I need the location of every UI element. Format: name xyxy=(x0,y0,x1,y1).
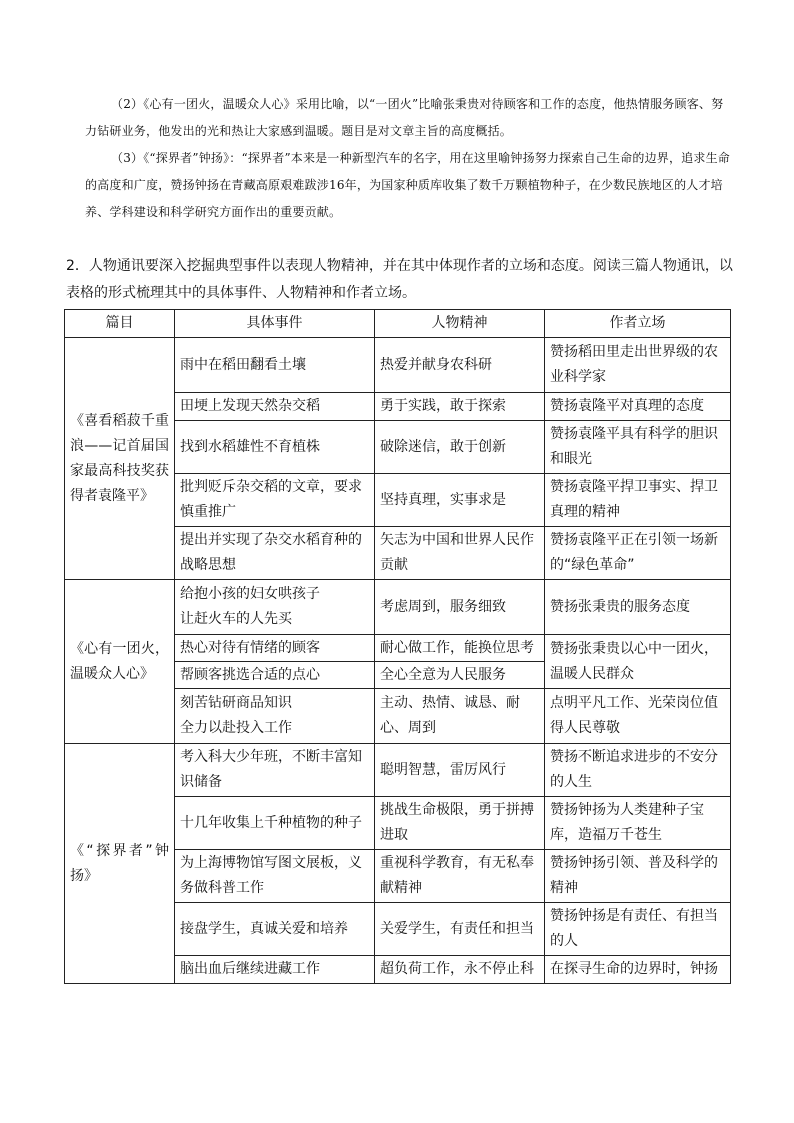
table-row xyxy=(65,580,731,635)
question-text: 2．人物通讯要深入挖掘典型事件以表现人物精神，并在其中体现作者的立场和态度。阅读三篇人物通讯，以表格的形式梳理其中的具体事件、人物精神和作者立场。 xyxy=(66,258,733,301)
spirit-cell: 全心全意为人民服务 xyxy=(375,662,545,689)
table-header-row xyxy=(65,310,731,338)
summary-table xyxy=(64,309,731,984)
stance-cell: 赞扬袁隆平捍卫事实、捍卫真理的精神 xyxy=(545,474,731,527)
header-stance: 作者立场 xyxy=(545,310,731,338)
stance-cell: 点明平凡工作、光荣岗位值得人民尊敬 xyxy=(545,689,731,744)
event-line: 刻苦钻研商品知识 xyxy=(180,695,292,711)
event-cell: 十几年收集上千种植物的种子 xyxy=(175,797,375,850)
stance-cell: 赞扬不断追求进步的不安分的人生 xyxy=(545,744,731,797)
header-event: 具体事件 xyxy=(175,310,375,338)
stance-cell: 赞扬张秉贵的服务态度 xyxy=(545,580,731,635)
event-cell: 为上海博物馆写图文展板，义务做科普工作 xyxy=(175,850,375,903)
event-cell: 雨中在稻田翻看土壤 xyxy=(175,338,375,393)
event-cell: 找到水稻雄性不育植株 xyxy=(175,421,375,474)
article-title-cell: 《喜看稻菽千重浪——记首届国家最高科技奖获得者袁隆平》 xyxy=(65,338,175,580)
note-paragraph-3: （3）《“探界者”钟扬》：“探界者”本来是一种新型汽车的名字，用在这里喻钟扬努力探索自己生命的边界，追求生命的高度和广度，赞扬钟扬在青藏高原艰难跋涉16年，为国家种质库收集了数千万颗植物种子，在少数民族地区的人才培养、学科建设和科学研究方面作出的重要贡献。 xyxy=(85,151,730,219)
event-cell: 热心对待有情绪的顾客 xyxy=(175,635,375,662)
spirit-cell: 重视科学教育，有无私奉献精神 xyxy=(375,850,545,903)
spirit-cell: 勇于实践，敢于探索 xyxy=(375,393,545,421)
spirit-cell: 耐心做工作，能换位思考 xyxy=(375,635,545,662)
spirit-cell: 挑战生命极限，勇于拼搏进取 xyxy=(375,797,545,850)
spirit-cell: 主动、热情、诚恳、耐心、周到 xyxy=(375,689,545,744)
table-row xyxy=(65,744,731,797)
event-line: 给抱小孩的妇女哄孩子 xyxy=(180,586,320,602)
stance-cell: 赞扬袁隆平对真理的态度 xyxy=(545,393,731,421)
event-cell xyxy=(175,580,375,635)
header-spirit: 人物精神 xyxy=(375,310,545,338)
event-cell: 考入科大少年班，不断丰富知识储备 xyxy=(175,744,375,797)
stance-cell: 赞扬钟扬引领、普及科学的精神 xyxy=(545,850,731,903)
header-title: 篇目 xyxy=(65,310,175,338)
spirit-cell: 超负荷工作，永不停止科 xyxy=(375,956,545,984)
stance-cell: 赞扬钟扬是有责任、有担当的人 xyxy=(545,903,731,956)
article-title-cell: 《心有一团火，温暖众人心》 xyxy=(65,580,175,744)
event-cell: 帮顾客挑选合适的点心 xyxy=(175,662,375,689)
event-cell xyxy=(175,689,375,744)
stance-cell: 赞扬钟扬为人类建种子宝库，造福万千苍生 xyxy=(545,797,731,850)
table-row xyxy=(65,338,731,393)
stance-cell: 赞扬袁隆平具有科学的胆识和眼光 xyxy=(545,421,731,474)
spirit-cell: 关爱学生，有责任和担当 xyxy=(375,903,545,956)
spirit-cell: 坚持真理，实事求是 xyxy=(375,474,545,527)
event-cell: 批判贬斥杂交稻的文章，要求慎重推广 xyxy=(175,474,375,527)
spirit-cell: 考虑周到，服务细致 xyxy=(375,580,545,635)
stance-cell: 在探寻生命的边界时，钟扬 xyxy=(545,956,731,984)
stance-cell: 赞扬稻田里走出世界级的农业科学家 xyxy=(545,338,731,393)
event-cell: 田埂上发现天然杂交稻 xyxy=(175,393,375,421)
event-cell: 接盘学生，真诚关爱和培养 xyxy=(175,903,375,956)
stance-cell: 赞扬袁隆平正在引领一场新的“绿色革命” xyxy=(545,527,731,580)
article-title-cell: 《“探界者”钟扬》 xyxy=(65,744,175,984)
spirit-cell: 热爱并献身农科研 xyxy=(375,338,545,393)
spirit-cell: 矢志为中国和世界人民作贡献 xyxy=(375,527,545,580)
spirit-cell: 破除迷信，敢于创新 xyxy=(375,421,545,474)
event-line: 让赶火车的人先买 xyxy=(180,611,292,627)
spirit-cell: 聪明智慧，雷厉风行 xyxy=(375,744,545,797)
event-line: 全力以赴投入工作 xyxy=(180,720,292,736)
stance-cell: 赞扬张秉贵以心中一团火，温暖人民群众 xyxy=(545,635,731,689)
note-paragraph-2: （2）《心有一团火，温暖众人心》采用比喻，以“一团火”比喻张秉贵对待顾客和工作的态度，他热情服务顾客、努力钻研业务，他发出的光和热让大家感到温暖。题目是对文章主旨的高度概括。 xyxy=(85,97,724,138)
event-cell: 脑出血后继续进藏工作 xyxy=(175,956,375,984)
event-cell: 提出并实现了杂交水稻育种的战略思想 xyxy=(175,527,375,580)
